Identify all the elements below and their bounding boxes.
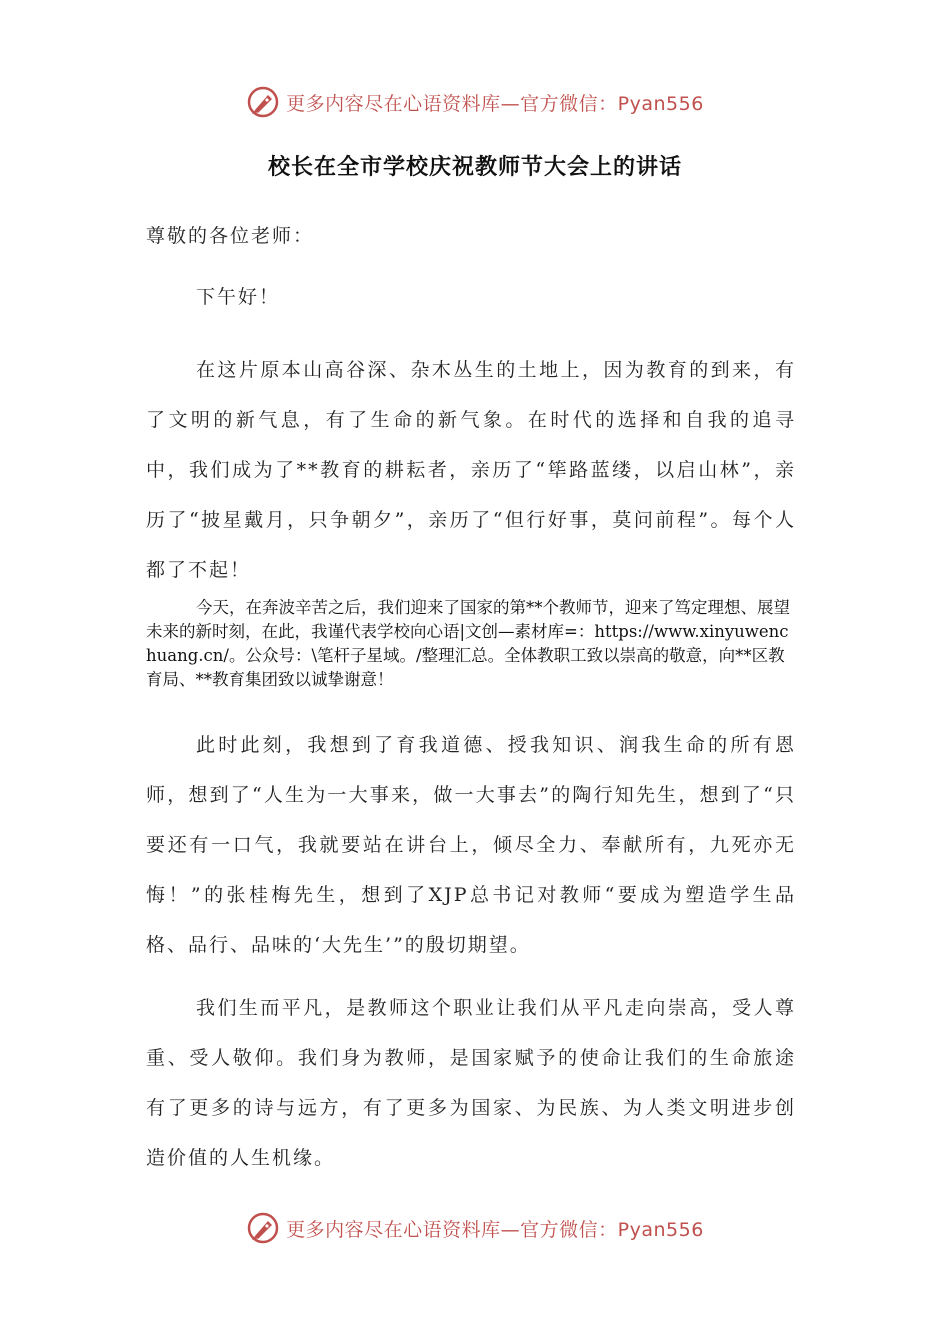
- document-title: 校长在全市学校庆祝教师节大会上的讲话: [267, 154, 682, 180]
- pen-nib-logo-icon: [246, 1211, 280, 1245]
- paragraph-1: 在这片原本山高谷深、杂木丛生的土地上，因为教育的到来，有了文明的新气息，有了生命的新气象。在时代的选择和自我的追寻中，我们成为了**教育的耕耘者，亲历了“筚路蓝缕，以启山林”，亲历了“披星戴月，只争朝夕”，亲历了“但行好事，莫问前程”。每个人都了不起！: [146, 359, 796, 581]
- footer-banner: [0, 1208, 950, 1248]
- header-banner: [0, 82, 950, 122]
- greeting: 下午好！: [196, 286, 281, 308]
- footer-banner-text: 更多内容尽在心语资料库—官方微信：Pyan556: [286, 1218, 704, 1241]
- paragraph-3: 此时此刻，我想到了育我道德、授我知识、润我生命的所有恩师，想到了“人生为一大事来，做一大事去”的陶行知先生，想到了“只要还有一口气，我就要站在讲台上，倾尽全力、奉献所有，九死亦无悔！”的张桂梅先生，想到了XJP总书记对教师“要成为塑造学生品格、品行、品味的‘大先生’”的殷切期望。: [146, 734, 796, 956]
- salutation: 尊敬的各位老师：: [146, 225, 315, 247]
- paragraph-2: 今天，在奔波辛苦之后，我们迎来了国家的第**个教师节，迎来了笃定理想、展望未来的新时刻，在此，我谨代表学校向心语|文创—素材库=：https://www.xinyuwenchuang.cn/。公众号：\笔杆子星域。/整理汇总。全体教职工致以崇高的敬意，向**区教育局、**教育集团致以诚挚谢意！: [146, 598, 790, 689]
- header-banner-text: 更多内容尽在心语资料库—官方微信：Pyan556: [286, 92, 704, 115]
- pen-nib-logo-icon: [246, 85, 280, 119]
- paragraph-4: 我们生而平凡，是教师这个职业让我们从平凡走向崇高，受人尊重、受人敬仰。我们身为教师，是国家赋予的使命让我们的生命旅途有了更多的诗与远方，有了更多为国家、为民族、为人类文明进步创造价值的人生机缘。: [146, 997, 796, 1169]
